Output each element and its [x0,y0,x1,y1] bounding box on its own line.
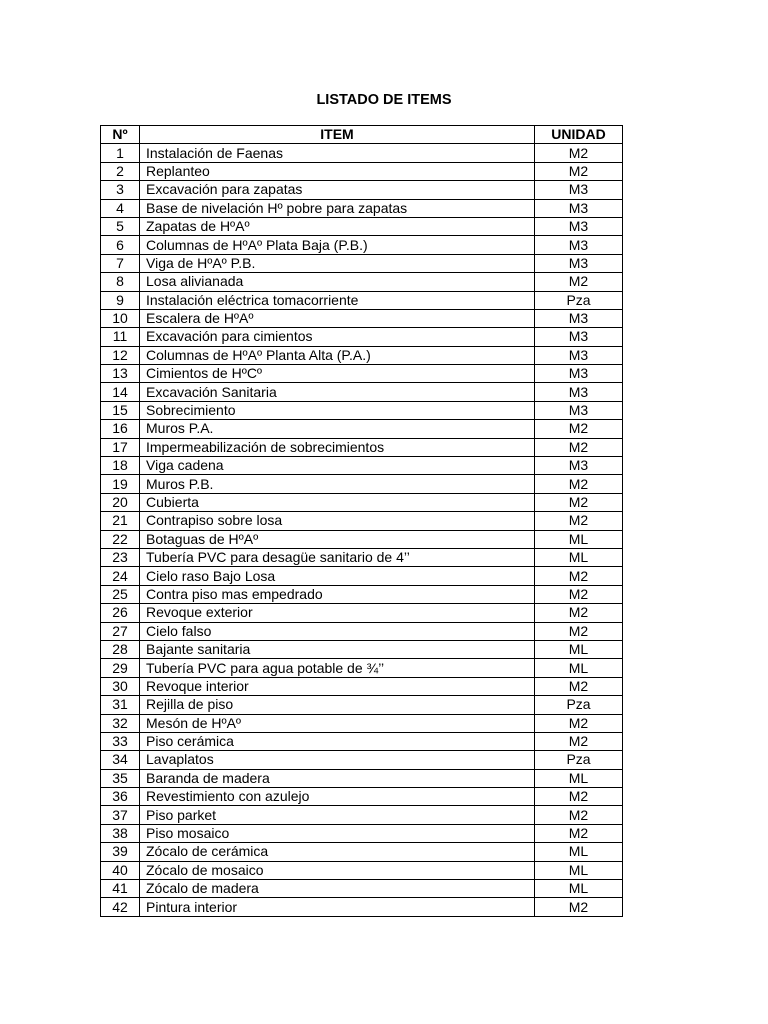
table-row [101,843,623,861]
row-item: Contrapiso sobre losa [140,512,535,530]
table-row [101,309,623,327]
row-number: 42 [101,898,140,916]
row-number: 37 [101,806,140,824]
row-number: 27 [101,622,140,640]
row-item: Zócalo de mosaico [140,861,535,879]
row-item: Piso cerámica [140,732,535,750]
row-number: 15 [101,401,140,419]
row-unit: ML [535,548,623,566]
row-item: Escalera de HºAº [140,309,535,327]
row-unit: ML [535,640,623,658]
table-row [101,622,623,640]
row-unit: M3 [535,401,623,419]
row-number: 9 [101,291,140,309]
table-row [101,346,623,364]
row-number: 5 [101,217,140,235]
row-number: 22 [101,530,140,548]
table-row [101,493,623,511]
table-row [101,604,623,622]
table-row [101,383,623,401]
row-unit: Pza [535,696,623,714]
row-unit: M2 [535,493,623,511]
row-unit: M2 [535,585,623,603]
table-row [101,328,623,346]
table-row [101,291,623,309]
header-row [101,126,623,144]
table-row [101,548,623,566]
row-number: 40 [101,861,140,879]
row-number: 38 [101,824,140,842]
row-unit: Pza [535,751,623,769]
row-item: Columnas de HºAº Plata Baja (P.B.) [140,236,535,254]
row-item: Cielo raso Bajo Losa [140,567,535,585]
row-unit: M2 [535,144,623,162]
table-row [101,162,623,180]
row-unit: M3 [535,457,623,475]
row-item: Mesón de HºAº [140,714,535,732]
table-row [101,585,623,603]
row-item: Sobrecimiento [140,401,535,419]
row-unit: M3 [535,236,623,254]
table-row [101,880,623,898]
row-item: Instalación eléctrica tomacorriente [140,291,535,309]
row-item: Muros P.A. [140,420,535,438]
row-item: Contra piso mas empedrado [140,585,535,603]
row-number: 18 [101,457,140,475]
row-number: 26 [101,604,140,622]
header-item: ITEM [140,126,535,144]
row-number: 41 [101,880,140,898]
row-unit: ML [535,880,623,898]
table-row [101,475,623,493]
row-unit: M2 [535,732,623,750]
row-number: 32 [101,714,140,732]
table-row [101,640,623,658]
table-row [101,659,623,677]
row-unit: M2 [535,438,623,456]
table-row [101,457,623,475]
table-row [101,199,623,217]
row-unit: M2 [535,420,623,438]
row-item: Lavaplatos [140,751,535,769]
row-item: Zapatas de HºAº [140,217,535,235]
row-number: 24 [101,567,140,585]
items-table [100,125,623,917]
row-number: 14 [101,383,140,401]
row-number: 25 [101,585,140,603]
row-number: 35 [101,769,140,787]
row-number: 13 [101,365,140,383]
row-item: Viga de HºAº P.B. [140,254,535,272]
row-unit: M3 [535,309,623,327]
row-number: 34 [101,751,140,769]
row-item: Cubierta [140,493,535,511]
table-header [101,126,623,144]
row-unit: ML [535,659,623,677]
row-unit: ML [535,861,623,879]
row-item: Viga cadena [140,457,535,475]
row-number: 11 [101,328,140,346]
row-number: 19 [101,475,140,493]
row-item: Impermeabilización de sobrecimientos [140,438,535,456]
table-row [101,732,623,750]
table-row [101,254,623,272]
row-item: Zócalo de cerámica [140,843,535,861]
row-unit: M3 [535,365,623,383]
row-number: 21 [101,512,140,530]
row-item: Base de nivelación Hº pobre para zapatas [140,199,535,217]
row-unit: M2 [535,788,623,806]
row-unit: M3 [535,383,623,401]
table-row [101,824,623,842]
row-unit: M2 [535,273,623,291]
table-row [101,530,623,548]
table-row [101,512,623,530]
table-row [101,861,623,879]
row-unit: M2 [535,898,623,916]
row-item: Muros P.B. [140,475,535,493]
row-number: 7 [101,254,140,272]
row-unit: M3 [535,346,623,364]
row-item: Revoque exterior [140,604,535,622]
row-item: Losa alivianada [140,273,535,291]
table-row [101,144,623,162]
row-item: Instalación de Faenas [140,144,535,162]
row-unit: Pza [535,291,623,309]
row-unit: M2 [535,604,623,622]
row-number: 16 [101,420,140,438]
header-number: Nº [101,126,140,144]
table-row [101,751,623,769]
row-item: Revoque interior [140,677,535,695]
table-row [101,438,623,456]
row-number: 17 [101,438,140,456]
row-number: 31 [101,696,140,714]
table-row [101,181,623,199]
table-row [101,806,623,824]
table-row [101,696,623,714]
table-row [101,236,623,254]
row-unit: M2 [535,714,623,732]
row-number: 20 [101,493,140,511]
row-item: Botaguas de HºAº [140,530,535,548]
row-unit: M3 [535,181,623,199]
row-item: Piso parket [140,806,535,824]
row-item: Zócalo de madera [140,880,535,898]
row-number: 30 [101,677,140,695]
table-row [101,420,623,438]
row-unit: ML [535,530,623,548]
row-number: 6 [101,236,140,254]
table-row [101,714,623,732]
row-item: Tubería PVC para agua potable de ¾’’ [140,659,535,677]
row-unit: M3 [535,328,623,346]
row-item: Excavación para zapatas [140,181,535,199]
table-row [101,273,623,291]
header-unit: UNIDAD [535,126,623,144]
row-item: Bajante sanitaria [140,640,535,658]
row-number: 28 [101,640,140,658]
row-unit: M3 [535,254,623,272]
row-number: 4 [101,199,140,217]
row-number: 1 [101,144,140,162]
row-unit: M2 [535,677,623,695]
table-row [101,401,623,419]
row-unit: M2 [535,824,623,842]
row-item: Replanteo [140,162,535,180]
row-unit: M3 [535,217,623,235]
row-item: Excavación Sanitaria [140,383,535,401]
row-item: Pintura interior [140,898,535,916]
row-number: 8 [101,273,140,291]
row-item: Revestimiento con azulejo [140,788,535,806]
row-number: 2 [101,162,140,180]
row-unit: M2 [535,567,623,585]
row-number: 10 [101,309,140,327]
table-row [101,898,623,916]
row-unit: M2 [535,162,623,180]
row-unit: M2 [535,622,623,640]
row-item: Cimientos de HºCº [140,365,535,383]
table-row [101,677,623,695]
table-row [101,769,623,787]
row-item: Piso mosaico [140,824,535,842]
row-number: 33 [101,732,140,750]
row-item: Excavación para cimientos [140,328,535,346]
table-row [101,217,623,235]
row-number: 23 [101,548,140,566]
table-row [101,788,623,806]
row-number: 12 [101,346,140,364]
row-number: 3 [101,181,140,199]
page-title: LISTADO DE ITEMS [316,92,452,108]
row-item: Tubería PVC para desagüe sanitario de 4’’ [140,548,535,566]
row-item: Cielo falso [140,622,535,640]
row-unit: ML [535,769,623,787]
row-number: 39 [101,843,140,861]
row-unit: ML [535,843,623,861]
table-row [101,365,623,383]
table-row [101,567,623,585]
row-unit: M2 [535,475,623,493]
row-item: Columnas de HºAº Planta Alta (P.A.) [140,346,535,364]
row-unit: M2 [535,806,623,824]
row-item: Baranda de madera [140,769,535,787]
row-number: 36 [101,788,140,806]
table-body [101,144,623,916]
row-number: 29 [101,659,140,677]
row-item: Rejilla de piso [140,696,535,714]
row-unit: M2 [535,512,623,530]
row-unit: M3 [535,199,623,217]
